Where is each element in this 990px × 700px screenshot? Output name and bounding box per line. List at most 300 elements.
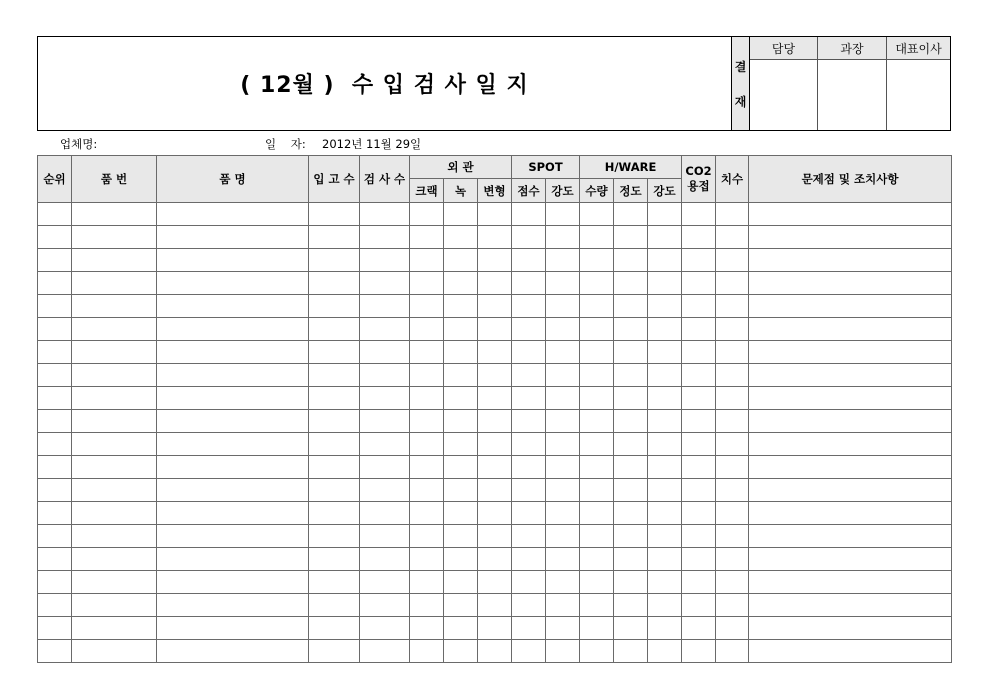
- table-cell[interactable]: [444, 617, 478, 640]
- table-cell[interactable]: [512, 226, 546, 249]
- table-cell[interactable]: [749, 594, 952, 617]
- table-cell[interactable]: [512, 594, 546, 617]
- table-cell[interactable]: [309, 433, 360, 456]
- table-cell[interactable]: [309, 249, 360, 272]
- table-cell[interactable]: [546, 502, 580, 525]
- table-cell[interactable]: [580, 249, 614, 272]
- table-cell[interactable]: [716, 594, 749, 617]
- table-cell[interactable]: [512, 502, 546, 525]
- table-cell[interactable]: [614, 387, 648, 410]
- table-cell[interactable]: [38, 318, 72, 341]
- table-cell[interactable]: [512, 203, 546, 226]
- table-cell[interactable]: [410, 249, 444, 272]
- table-cell[interactable]: [309, 525, 360, 548]
- table-cell[interactable]: [410, 617, 444, 640]
- table-cell[interactable]: [614, 456, 648, 479]
- table-cell[interactable]: [478, 249, 512, 272]
- table-cell[interactable]: [614, 226, 648, 249]
- table-cell[interactable]: [360, 203, 410, 226]
- table-cell[interactable]: [360, 295, 410, 318]
- table-cell[interactable]: [38, 502, 72, 525]
- table-cell[interactable]: [38, 226, 72, 249]
- table-cell[interactable]: [410, 318, 444, 341]
- table-cell[interactable]: [360, 226, 410, 249]
- table-cell[interactable]: [749, 571, 952, 594]
- table-cell[interactable]: [546, 433, 580, 456]
- table-cell[interactable]: [749, 272, 952, 295]
- signature-box-ceo[interactable]: [887, 60, 950, 130]
- table-cell[interactable]: [72, 548, 157, 571]
- table-cell[interactable]: [478, 226, 512, 249]
- table-cell[interactable]: [749, 249, 952, 272]
- table-cell[interactable]: [72, 272, 157, 295]
- table-cell[interactable]: [546, 364, 580, 387]
- table-cell[interactable]: [309, 456, 360, 479]
- table-cell[interactable]: [614, 548, 648, 571]
- table-cell[interactable]: [749, 226, 952, 249]
- table-cell[interactable]: [716, 617, 749, 640]
- table-cell[interactable]: [580, 433, 614, 456]
- table-cell[interactable]: [309, 548, 360, 571]
- table-cell[interactable]: [38, 525, 72, 548]
- table-cell[interactable]: [478, 272, 512, 295]
- table-cell[interactable]: [716, 456, 749, 479]
- table-cell[interactable]: [309, 571, 360, 594]
- table-cell[interactable]: [478, 525, 512, 548]
- table-cell[interactable]: [38, 387, 72, 410]
- table-cell[interactable]: [648, 318, 682, 341]
- table-cell[interactable]: [410, 525, 444, 548]
- table-cell[interactable]: [648, 364, 682, 387]
- table-cell[interactable]: [444, 571, 478, 594]
- table-cell[interactable]: [716, 295, 749, 318]
- table-cell[interactable]: [360, 433, 410, 456]
- table-cell[interactable]: [38, 433, 72, 456]
- table-cell[interactable]: [360, 410, 410, 433]
- table-cell[interactable]: [72, 525, 157, 548]
- table-cell[interactable]: [444, 226, 478, 249]
- table-cell[interactable]: [546, 272, 580, 295]
- table-cell[interactable]: [410, 341, 444, 364]
- table-cell[interactable]: [478, 364, 512, 387]
- table-cell[interactable]: [360, 318, 410, 341]
- table-cell[interactable]: [309, 617, 360, 640]
- table-cell[interactable]: [410, 548, 444, 571]
- table-cell[interactable]: [749, 456, 952, 479]
- table-cell[interactable]: [682, 364, 716, 387]
- table-cell[interactable]: [478, 502, 512, 525]
- table-cell[interactable]: [360, 456, 410, 479]
- table-cell[interactable]: [614, 272, 648, 295]
- table-cell[interactable]: [546, 318, 580, 341]
- table-cell[interactable]: [614, 203, 648, 226]
- table-cell[interactable]: [648, 203, 682, 226]
- table-cell[interactable]: [360, 502, 410, 525]
- table-cell[interactable]: [682, 433, 716, 456]
- table-cell[interactable]: [682, 571, 716, 594]
- table-cell[interactable]: [38, 364, 72, 387]
- table-cell[interactable]: [546, 410, 580, 433]
- table-cell[interactable]: [478, 341, 512, 364]
- table-cell[interactable]: [360, 571, 410, 594]
- table-cell[interactable]: [309, 479, 360, 502]
- table-cell[interactable]: [614, 295, 648, 318]
- table-cell[interactable]: [580, 548, 614, 571]
- table-cell[interactable]: [580, 341, 614, 364]
- table-cell[interactable]: [614, 364, 648, 387]
- table-cell[interactable]: [38, 272, 72, 295]
- table-cell[interactable]: [546, 341, 580, 364]
- table-cell[interactable]: [682, 640, 716, 663]
- table-cell[interactable]: [614, 617, 648, 640]
- table-cell[interactable]: [614, 594, 648, 617]
- table-cell[interactable]: [648, 456, 682, 479]
- table-cell[interactable]: [749, 387, 952, 410]
- table-cell[interactable]: [157, 479, 309, 502]
- table-cell[interactable]: [410, 295, 444, 318]
- table-cell[interactable]: [682, 479, 716, 502]
- table-cell[interactable]: [360, 272, 410, 295]
- table-cell[interactable]: [444, 318, 478, 341]
- table-cell[interactable]: [682, 548, 716, 571]
- table-cell[interactable]: [580, 203, 614, 226]
- table-cell[interactable]: [360, 617, 410, 640]
- table-cell[interactable]: [38, 617, 72, 640]
- table-cell[interactable]: [512, 571, 546, 594]
- table-cell[interactable]: [410, 502, 444, 525]
- table-cell[interactable]: [309, 410, 360, 433]
- table-cell[interactable]: [648, 410, 682, 433]
- table-cell[interactable]: [38, 249, 72, 272]
- table-cell[interactable]: [512, 410, 546, 433]
- table-cell[interactable]: [410, 640, 444, 663]
- table-cell[interactable]: [648, 617, 682, 640]
- table-cell[interactable]: [512, 640, 546, 663]
- table-cell[interactable]: [648, 571, 682, 594]
- table-cell[interactable]: [648, 387, 682, 410]
- table-cell[interactable]: [410, 364, 444, 387]
- table-cell[interactable]: [309, 203, 360, 226]
- table-cell[interactable]: [716, 318, 749, 341]
- table-cell[interactable]: [580, 640, 614, 663]
- table-cell[interactable]: [38, 295, 72, 318]
- table-cell[interactable]: [546, 226, 580, 249]
- table-cell[interactable]: [444, 272, 478, 295]
- table-cell[interactable]: [157, 226, 309, 249]
- table-cell[interactable]: [72, 387, 157, 410]
- table-cell[interactable]: [716, 387, 749, 410]
- table-cell[interactable]: [444, 502, 478, 525]
- table-cell[interactable]: [157, 594, 309, 617]
- table-cell[interactable]: [157, 410, 309, 433]
- table-cell[interactable]: [72, 433, 157, 456]
- table-cell[interactable]: [614, 640, 648, 663]
- table-cell[interactable]: [749, 203, 952, 226]
- table-cell[interactable]: [648, 502, 682, 525]
- table-cell[interactable]: [614, 410, 648, 433]
- table-cell[interactable]: [478, 479, 512, 502]
- table-cell[interactable]: [614, 525, 648, 548]
- table-cell[interactable]: [72, 341, 157, 364]
- table-cell[interactable]: [580, 525, 614, 548]
- table-cell[interactable]: [72, 226, 157, 249]
- table-cell[interactable]: [444, 341, 478, 364]
- table-cell[interactable]: [512, 387, 546, 410]
- table-cell[interactable]: [749, 548, 952, 571]
- table-cell[interactable]: [360, 364, 410, 387]
- table-cell[interactable]: [478, 640, 512, 663]
- table-cell[interactable]: [410, 456, 444, 479]
- table-cell[interactable]: [512, 318, 546, 341]
- table-cell[interactable]: [360, 548, 410, 571]
- table-cell[interactable]: [478, 203, 512, 226]
- table-cell[interactable]: [38, 571, 72, 594]
- table-cell[interactable]: [716, 364, 749, 387]
- table-cell[interactable]: [648, 594, 682, 617]
- table-cell[interactable]: [72, 479, 157, 502]
- table-cell[interactable]: [157, 548, 309, 571]
- table-cell[interactable]: [512, 272, 546, 295]
- table-cell[interactable]: [580, 318, 614, 341]
- table-cell[interactable]: [444, 387, 478, 410]
- table-cell[interactable]: [157, 364, 309, 387]
- table-cell[interactable]: [444, 203, 478, 226]
- table-cell[interactable]: [648, 341, 682, 364]
- table-cell[interactable]: [444, 456, 478, 479]
- table-cell[interactable]: [157, 525, 309, 548]
- table-cell[interactable]: [648, 640, 682, 663]
- table-cell[interactable]: [614, 502, 648, 525]
- table-cell[interactable]: [72, 571, 157, 594]
- table-cell[interactable]: [648, 548, 682, 571]
- table-cell[interactable]: [38, 594, 72, 617]
- table-cell[interactable]: [360, 341, 410, 364]
- table-cell[interactable]: [546, 479, 580, 502]
- table-cell[interactable]: [512, 456, 546, 479]
- table-cell[interactable]: [682, 226, 716, 249]
- table-cell[interactable]: [38, 456, 72, 479]
- table-cell[interactable]: [72, 295, 157, 318]
- table-cell[interactable]: [478, 548, 512, 571]
- table-cell[interactable]: [682, 295, 716, 318]
- signature-box-section-chief[interactable]: [818, 60, 886, 130]
- table-cell[interactable]: [614, 318, 648, 341]
- table-cell[interactable]: [546, 525, 580, 548]
- table-cell[interactable]: [512, 525, 546, 548]
- table-cell[interactable]: [716, 410, 749, 433]
- table-cell[interactable]: [157, 617, 309, 640]
- table-cell[interactable]: [512, 548, 546, 571]
- table-cell[interactable]: [444, 479, 478, 502]
- table-cell[interactable]: [716, 203, 749, 226]
- table-cell[interactable]: [580, 410, 614, 433]
- table-cell[interactable]: [512, 341, 546, 364]
- table-cell[interactable]: [444, 364, 478, 387]
- table-cell[interactable]: [72, 640, 157, 663]
- table-cell[interactable]: [716, 479, 749, 502]
- table-cell[interactable]: [360, 387, 410, 410]
- table-cell[interactable]: [648, 525, 682, 548]
- table-cell[interactable]: [410, 571, 444, 594]
- table-cell[interactable]: [648, 272, 682, 295]
- table-cell[interactable]: [546, 387, 580, 410]
- table-cell[interactable]: [716, 548, 749, 571]
- table-cell[interactable]: [512, 364, 546, 387]
- table-cell[interactable]: [682, 272, 716, 295]
- table-cell[interactable]: [72, 203, 157, 226]
- table-cell[interactable]: [614, 433, 648, 456]
- table-cell[interactable]: [309, 594, 360, 617]
- table-cell[interactable]: [309, 640, 360, 663]
- table-cell[interactable]: [478, 318, 512, 341]
- table-cell[interactable]: [309, 226, 360, 249]
- table-cell[interactable]: [749, 640, 952, 663]
- table-cell[interactable]: [157, 341, 309, 364]
- table-cell[interactable]: [546, 249, 580, 272]
- table-cell[interactable]: [444, 594, 478, 617]
- table-cell[interactable]: [614, 341, 648, 364]
- table-cell[interactable]: [749, 410, 952, 433]
- table-cell[interactable]: [478, 410, 512, 433]
- table-cell[interactable]: [360, 640, 410, 663]
- table-cell[interactable]: [546, 617, 580, 640]
- table-cell[interactable]: [309, 272, 360, 295]
- table-cell[interactable]: [478, 387, 512, 410]
- table-cell[interactable]: [444, 295, 478, 318]
- table-cell[interactable]: [157, 249, 309, 272]
- table-cell[interactable]: [749, 433, 952, 456]
- table-cell[interactable]: [478, 571, 512, 594]
- table-cell[interactable]: [157, 387, 309, 410]
- table-cell[interactable]: [580, 364, 614, 387]
- table-cell[interactable]: [580, 479, 614, 502]
- table-cell[interactable]: [682, 525, 716, 548]
- table-cell[interactable]: [648, 295, 682, 318]
- table-cell[interactable]: [512, 617, 546, 640]
- table-cell[interactable]: [157, 571, 309, 594]
- table-cell[interactable]: [309, 502, 360, 525]
- table-cell[interactable]: [38, 548, 72, 571]
- table-cell[interactable]: [157, 502, 309, 525]
- table-cell[interactable]: [580, 272, 614, 295]
- table-cell[interactable]: [580, 387, 614, 410]
- table-cell[interactable]: [72, 594, 157, 617]
- table-cell[interactable]: [749, 318, 952, 341]
- table-cell[interactable]: [478, 433, 512, 456]
- table-cell[interactable]: [309, 318, 360, 341]
- table-cell[interactable]: [546, 203, 580, 226]
- table-cell[interactable]: [580, 295, 614, 318]
- table-cell[interactable]: [546, 640, 580, 663]
- table-cell[interactable]: [749, 617, 952, 640]
- table-cell[interactable]: [614, 479, 648, 502]
- table-cell[interactable]: [72, 502, 157, 525]
- table-cell[interactable]: [72, 249, 157, 272]
- table-cell[interactable]: [38, 410, 72, 433]
- table-cell[interactable]: [682, 203, 716, 226]
- table-cell[interactable]: [410, 410, 444, 433]
- table-cell[interactable]: [72, 456, 157, 479]
- table-cell[interactable]: [157, 640, 309, 663]
- table-cell[interactable]: [444, 249, 478, 272]
- table-cell[interactable]: [157, 456, 309, 479]
- table-cell[interactable]: [309, 341, 360, 364]
- table-cell[interactable]: [749, 295, 952, 318]
- table-cell[interactable]: [478, 295, 512, 318]
- table-cell[interactable]: [580, 226, 614, 249]
- table-cell[interactable]: [38, 341, 72, 364]
- table-cell[interactable]: [444, 548, 478, 571]
- table-cell[interactable]: [682, 318, 716, 341]
- table-cell[interactable]: [546, 548, 580, 571]
- table-cell[interactable]: [648, 249, 682, 272]
- table-cell[interactable]: [716, 226, 749, 249]
- table-cell[interactable]: [512, 479, 546, 502]
- table-cell[interactable]: [716, 433, 749, 456]
- table-cell[interactable]: [749, 479, 952, 502]
- table-cell[interactable]: [410, 387, 444, 410]
- table-cell[interactable]: [682, 502, 716, 525]
- table-cell[interactable]: [478, 456, 512, 479]
- table-cell[interactable]: [410, 203, 444, 226]
- table-cell[interactable]: [360, 594, 410, 617]
- table-cell[interactable]: [512, 249, 546, 272]
- table-cell[interactable]: [682, 594, 716, 617]
- table-cell[interactable]: [512, 295, 546, 318]
- table-cell[interactable]: [444, 640, 478, 663]
- table-cell[interactable]: [157, 433, 309, 456]
- table-cell[interactable]: [749, 364, 952, 387]
- table-cell[interactable]: [157, 295, 309, 318]
- table-cell[interactable]: [682, 341, 716, 364]
- table-cell[interactable]: [716, 571, 749, 594]
- table-cell[interactable]: [360, 249, 410, 272]
- table-cell[interactable]: [410, 226, 444, 249]
- table-cell[interactable]: [72, 617, 157, 640]
- table-cell[interactable]: [157, 318, 309, 341]
- table-cell[interactable]: [580, 502, 614, 525]
- table-cell[interactable]: [546, 295, 580, 318]
- table-cell[interactable]: [648, 479, 682, 502]
- table-cell[interactable]: [38, 479, 72, 502]
- table-cell[interactable]: [410, 594, 444, 617]
- table-cell[interactable]: [478, 617, 512, 640]
- table-cell[interactable]: [72, 318, 157, 341]
- table-cell[interactable]: [682, 387, 716, 410]
- table-cell[interactable]: [309, 295, 360, 318]
- table-cell[interactable]: [682, 249, 716, 272]
- table-cell[interactable]: [478, 594, 512, 617]
- table-cell[interactable]: [580, 456, 614, 479]
- table-cell[interactable]: [72, 364, 157, 387]
- table-cell[interactable]: [648, 226, 682, 249]
- table-cell[interactable]: [546, 571, 580, 594]
- table-cell[interactable]: [716, 502, 749, 525]
- table-cell[interactable]: [749, 525, 952, 548]
- table-cell[interactable]: [580, 594, 614, 617]
- table-cell[interactable]: [157, 272, 309, 295]
- table-cell[interactable]: [410, 272, 444, 295]
- table-cell[interactable]: [716, 272, 749, 295]
- table-cell[interactable]: [749, 341, 952, 364]
- table-cell[interactable]: [546, 456, 580, 479]
- table-cell[interactable]: [38, 203, 72, 226]
- signature-box-manager[interactable]: [750, 60, 817, 130]
- table-cell[interactable]: [444, 525, 478, 548]
- table-cell[interactable]: [309, 387, 360, 410]
- table-cell[interactable]: [614, 249, 648, 272]
- table-cell[interactable]: [38, 640, 72, 663]
